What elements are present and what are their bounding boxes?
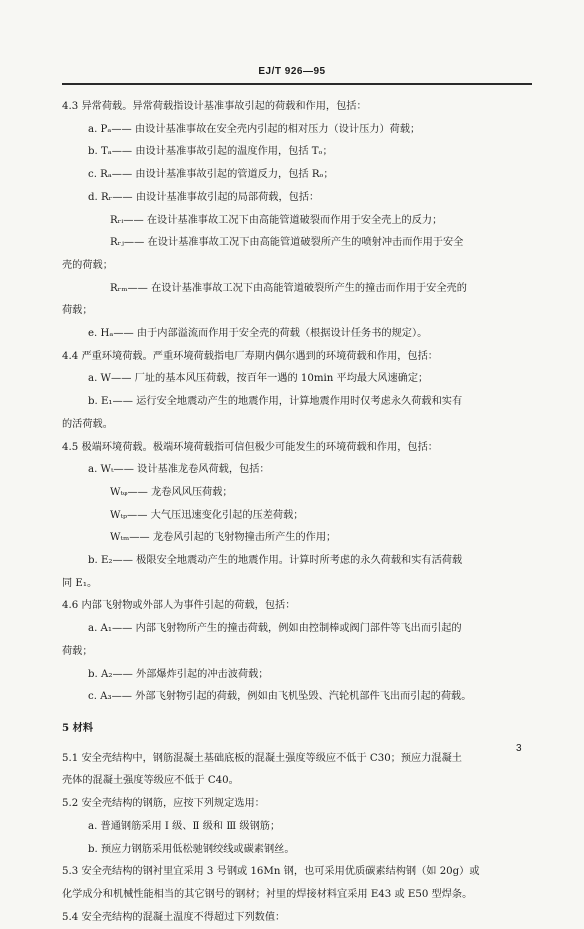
text-line: d. Rᵣ—— 由设计基准事故引起的局部荷载，包括： — [88, 191, 320, 203]
text-line: Wₜₚ—— 大气压迅速变化引起的压差荷载； — [110, 509, 304, 521]
text-line: 4.5 极端环境荷载。极端环境荷载指可信但极少可能发生的环境荷载和作用，包括： — [62, 441, 438, 453]
text-line: 5.1 安全壳结构中，钢筋混凝土基础底板的混凝土强度等级应不低于 C30；预应力混凝土 — [62, 752, 462, 764]
text-line: c. Rₐ—— 由设计基准事故引起的管道反力，包括 Rₒ； — [88, 169, 334, 181]
text-line: 的活荷载。 — [62, 418, 113, 430]
document-header: EJ/T 926—95 — [258, 66, 326, 77]
text-line: b. A₂—— 外部爆炸引起的冲击波荷载； — [88, 668, 269, 680]
text-line: a. W—— 厂址的基本风压荷载，按百年一遇的 10min 平均最大风速确定； — [88, 373, 429, 385]
section-heading: 5 材料 — [62, 721, 94, 734]
text-line: 荷载； — [62, 645, 93, 657]
text-line: Wₜₘ—— 龙卷风引起的飞射物撞击所产生的作用； — [110, 532, 337, 544]
text-line: 化学成分和机械性能相当的其它钢号的钢材；衬里的焊接材料宜采用 E43 或 E50 型焊条。 — [62, 888, 473, 900]
header-rule — [62, 83, 532, 85]
text-line: Rᵣᵢ—— 在设计基准事故工况下由高能管道破裂而作用于安全壳上的反力； — [110, 214, 443, 226]
text-line: 同 E₁。 — [62, 577, 98, 589]
text-line: 5.4 安全壳结构的混凝土温度不得超过下列数值： — [62, 911, 286, 923]
text-line: 4.4 严重环境荷载。严重环境荷载指电厂寿期内偶尔遇到的环境荷载和作用，包括： — [62, 350, 438, 362]
paragraph-gap — [62, 709, 532, 717]
text-line: a. A₁—— 内部飞射物所产生的撞击荷载，例如由控制棒或阀门部件等飞出而引起的 — [88, 623, 462, 635]
text-line: 荷载； — [62, 305, 93, 317]
text-line: a. Pₐ—— 由设计基准事故在安全壳内引起的相对压力（设计压力）荷载； — [88, 123, 421, 135]
text-line: a. Wₜ—— 设计基准龙卷风荷载，包括： — [88, 464, 270, 476]
paragraph-gap — [62, 740, 532, 748]
text-line: c. A₃—— 外部飞射物引起的荷载，例如由飞机坠毁、汽轮机部件飞出而引起的荷载。 — [88, 691, 472, 703]
text-line: 4.3 异常荷载。异常荷载指设计基准事故引起的荷载和作用，包括： — [62, 101, 367, 112]
text-line: Wₜᵩ—— 龙卷风风压荷载； — [110, 486, 233, 498]
text-line: e. Hₐ—— 由于内部溢流而作用于安全壳的荷载（根据设计任务书的规定）。 — [88, 328, 428, 340]
text-line: Rᵣⱼ—— 在设计基准事故工况下由高能管道破裂所产生的喷射冲击而作用于安全 — [110, 237, 464, 249]
text-line: b. E₂—— 极限安全地震动产生的地震作用。计算时所考虑的永久荷载和实有活荷载 — [88, 555, 463, 567]
text-line: 4.6 内部飞射物或外部人为事件引起的荷载，包括： — [62, 600, 296, 612]
text-line: 5.3 安全壳结构的钢衬里宜采用 3 号钢或 16Mn 钢，也可采用优质碳素结构钢（如 20g）或 — [62, 866, 480, 878]
text-line: 壳体的混凝土强度等级应不低于 C40。 — [62, 775, 239, 787]
text-line: 5.2 安全壳结构的钢筋，应按下列规定选用： — [62, 798, 265, 810]
text-line: b. Tₐ—— 由设计基准事故引起的温度作用，包括 Tₒ； — [88, 146, 333, 158]
text-line: a. 普通钢筋采用 Ⅰ 级、Ⅱ 级和 Ⅲ 级钢筋； — [88, 820, 281, 832]
text-line: b. 预应力钢筋采用低松驰钢绞线或碳素钢丝。 — [88, 843, 295, 855]
text-line: Rᵣₘ—— 在设计基准事故工况下由高能管道破裂所产生的撞击而作用于安全壳的 — [110, 282, 467, 294]
page-number: 3 — [516, 743, 522, 754]
text-line: b. E₁—— 运行安全地震动产生的地震作用，计算地震作用时仅考虑永久荷载和实有 — [88, 396, 463, 408]
document-body — [62, 96, 532, 929]
text-line: 壳的荷载； — [62, 259, 113, 271]
